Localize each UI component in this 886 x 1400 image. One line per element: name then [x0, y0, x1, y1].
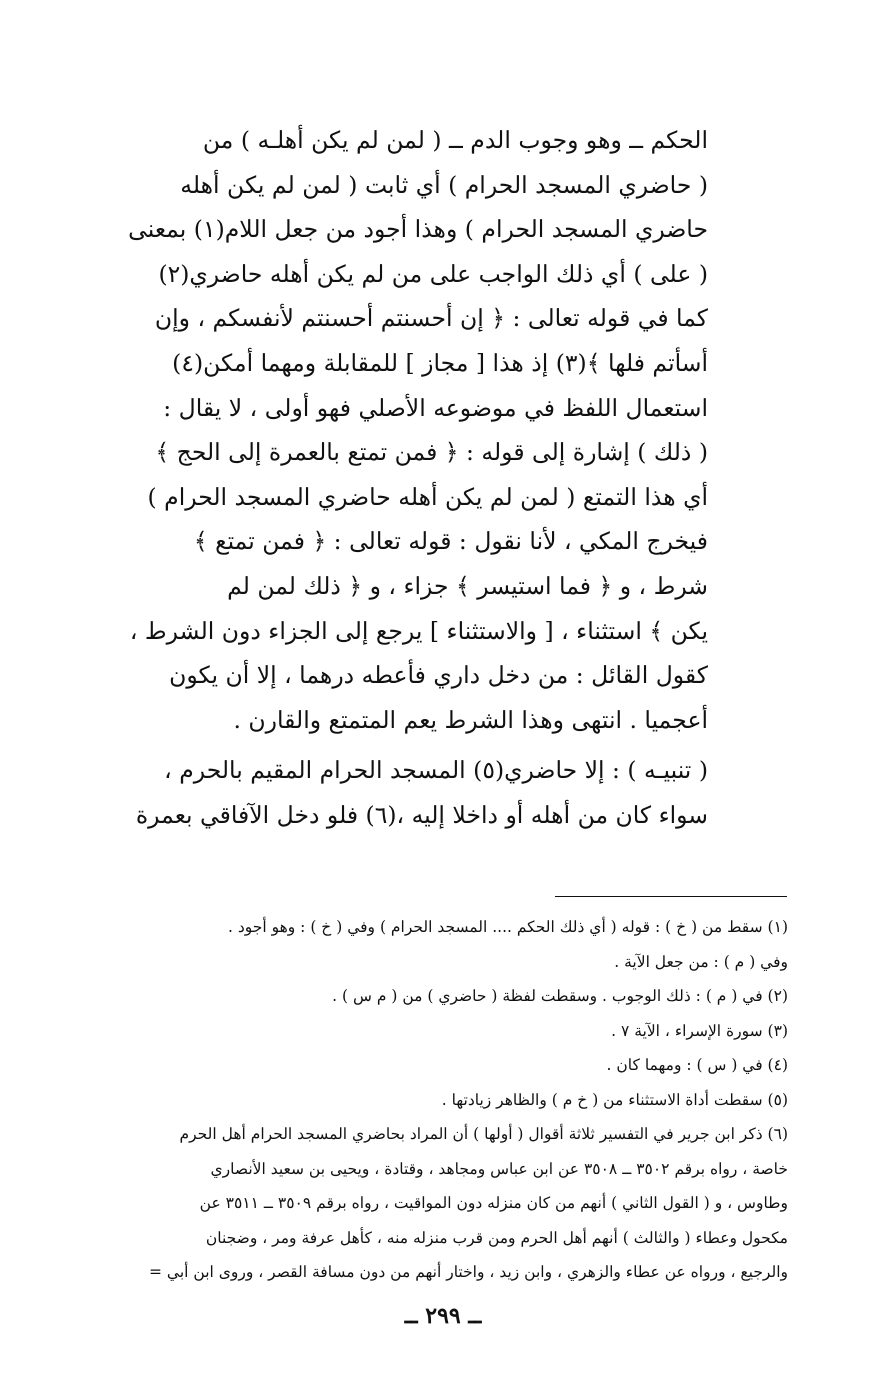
- main-text-block: [128, 118, 708, 838]
- footnote-line: (٦) ذكر ابن جرير في التفسير ثلاثة أقوال ( أولها ) أن المراد بحاضري المسجد الحرام أهل الحرم: [179, 1125, 788, 1143]
- footnote-line: (١) سقط من ( خ ) : قوله ( أي ذلك الحكم .... المسجد الحرام ) وفي ( خ ) : وهو أجود .: [228, 918, 788, 936]
- footnote-line: وطاوس ، و ( القول الثاني ) أنهم من كان منزله دون المواقيت ، رواه برقم ٣٥٠٩ ــ ٣٥١١ عن: [199, 1194, 788, 1212]
- footnote-line: (٢) في ( م ) : ذلك الوجوب . وسقطت لفظة ( حاضري ) من ( م س ) .: [332, 987, 788, 1005]
- text-line: كما في قوله تعالى : ﴿ إن أحسنتم أحسنتم لأنفسكم ، وإن: [154, 304, 708, 333]
- text-line: فيخرج المكي ، لأنا نقول : قوله تعالى : ﴿ فمن تمتع ﴾: [193, 527, 708, 556]
- text-line: ( حاضري المسجد الحرام ) أي ثابت ( لمن لم يكن أهله: [180, 170, 708, 199]
- footnote-line: خاصة ، رواه برقم ٣٥٠٢ ــ ٣٥٠٨ عن ابن عباس ومجاهد ، وقتادة ، ويحيى بن سعيد الأنصاري: [210, 1159, 788, 1178]
- footnote-line: (٣) سورة الإسراء ، الآية ٧ .: [611, 1021, 788, 1040]
- text-line: حاضري المسجد الحرام ) وهذا أجود من جعل اللام(١) بمعنى: [128, 215, 708, 244]
- text-line: استعمال اللفظ في موضوعه الأصلي فهو أولى ، لا يقال :: [163, 393, 708, 422]
- text-line: كقول القائل : من دخل داري فأعطه درهما ، إلا أن يكون: [169, 661, 708, 690]
- text-line: أسأتم فلها ﴾(٣) إذ هذا [ مجاز ] للمقابلة ومهما أمكن(٤): [172, 348, 708, 377]
- text-line: شرط ، و ﴿ فما استيسر ﴾ جزاء ، و ﴿ ذلك لمن لم: [227, 571, 708, 600]
- page-number: ــ ٢٩٩ ــ: [404, 1303, 482, 1329]
- footnote-line: وفي ( م ) : من جعل الآية .: [614, 952, 788, 971]
- footnote-line: (٥) سقطت أداة الاستثناء من ( خ م ) والظاهر زيادتها .: [441, 1090, 788, 1109]
- footnote-line: والرجيع ، ورواه عن عطاء والزهري ، وابن زيد ، واختار أنهم من دون مسافة القصر ، وروى ابن أبي =: [149, 1263, 788, 1281]
- footnotes-block: [118, 910, 788, 1290]
- footnote-line: (٤) في ( س ) : ومهما كان .: [606, 1056, 788, 1074]
- text-line: ( تنبيـه ) : إلا حاضري(٥) المسجد الحرام المقيم بالحرم ،: [164, 756, 708, 785]
- text-line: يكن ﴾ استثناء ، [ والاستثناء ] يرجع إلى الجزاء دون الشرط ،: [129, 616, 708, 645]
- text-line: الحكم ــ وهو وجوب الدم ــ ( لمن لم يكن أهلـه ) من: [202, 126, 708, 154]
- text-line: أعجميا . انتهى وهذا الشرط يعم المتمتع والقارن .: [233, 705, 708, 734]
- text-line: أي هذا التمتع ( لمن لم يكن أهله حاضري المسجد الحرام ): [147, 482, 708, 511]
- text-line: ( على ) أي ذلك الواجب على من لم يكن أهله حاضري(٢): [158, 259, 708, 288]
- text-line: ( ذلك ) إشارة إلى قوله : ﴿ فمن تمتع بالعمرة إلى الحج ﴾: [155, 438, 708, 467]
- text-line: سواء كان من أهله أو داخلا إليه ،(٦) فلو دخل الآفاقي بعمرة: [135, 800, 708, 829]
- footnote-line: مكحول وعطاء ( والثالث ) أنهم أهل الحرم ومن قرب منزله منه ، كأهل عرفة ومر ، وضجنان: [205, 1228, 788, 1247]
- footnote-separator: [555, 896, 787, 897]
